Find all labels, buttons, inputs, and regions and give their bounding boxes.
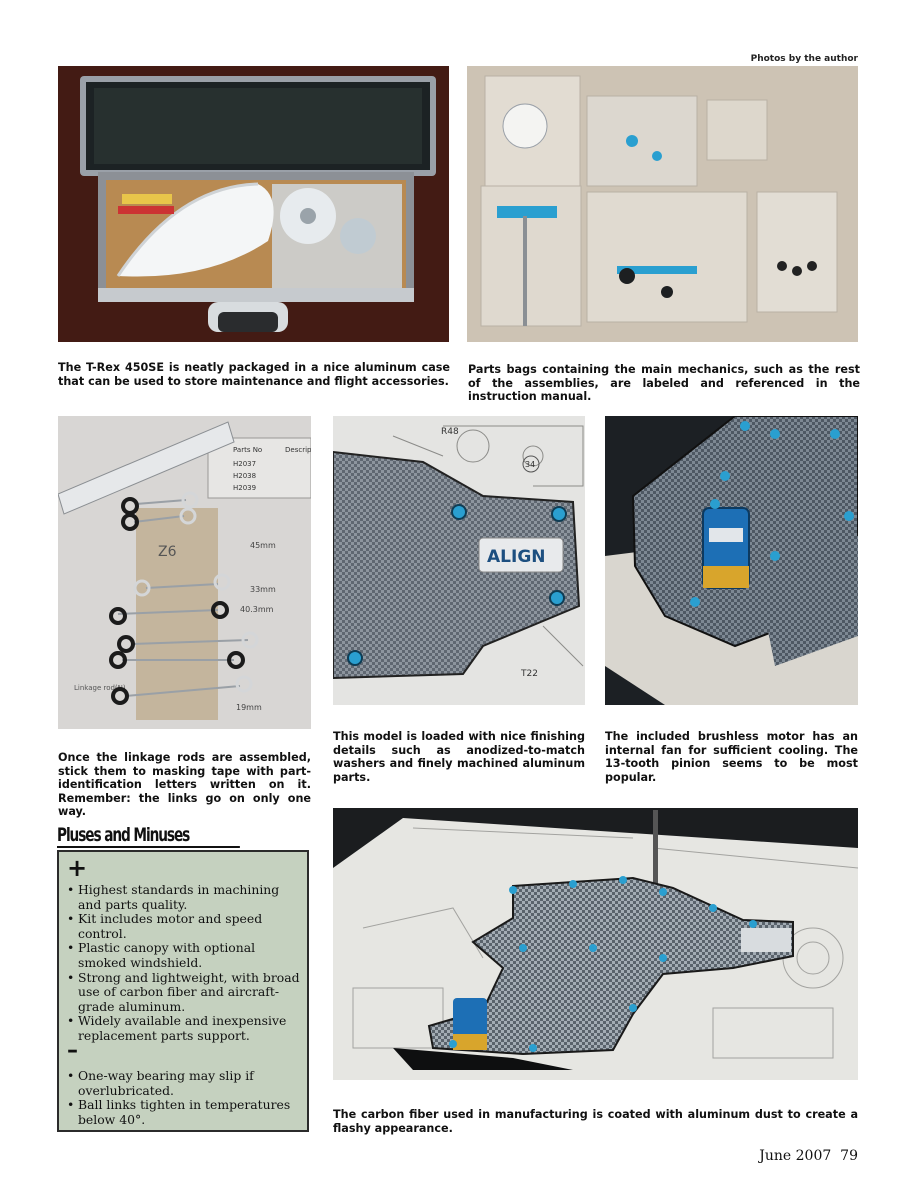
dim-45: 45mm <box>250 541 276 550</box>
plus-item: • Plastic canopy with optional smoked windshield. <box>67 941 303 970</box>
plus-icon: + <box>67 854 88 882</box>
case-photo-image <box>58 66 449 342</box>
page-number: 79 <box>840 1148 858 1164</box>
align-plate-photo-image <box>333 416 585 705</box>
page-footer <box>660 1148 858 1164</box>
align-plate-photo <box>333 416 585 705</box>
plus-item: • Strong and lightweight, with broad use of carbon fiber and aircraft-grade aluminum. <box>67 971 303 1015</box>
minuses-list <box>67 1069 303 1127</box>
table-header-2: Descrip <box>285 446 311 454</box>
caption-linkage: Once the linkage rods are assembled, stick them to masking tape with part-identification letters written on it. Remember: the links go on only one way. <box>58 751 311 818</box>
minus-icon: – <box>67 1038 78 1063</box>
frame-photo <box>333 808 858 1080</box>
caption-case: The T-Rex 450SE is neatly packaged in a nice aluminum case that can be used to store maintenance and flight accessories. <box>58 361 450 388</box>
caption-motor: The included brushless motor has an internal fan for sufficient cooling. The 13-tooth pinion seems to be most popular. <box>605 730 858 784</box>
motor-photo <box>605 416 858 705</box>
plus-item: • Widely available and inexpensive replacement parts support. <box>67 1014 303 1043</box>
linkage-photo-image <box>58 416 311 729</box>
dim-33: 33mm <box>250 585 276 594</box>
diagram-t22: T22 <box>521 669 538 679</box>
table-row-1: H2037 <box>233 460 257 468</box>
pluses-minuses-box <box>57 850 309 1132</box>
issue-date: June 2007 <box>759 1148 832 1164</box>
linkage-note: Linkage rod(N) <box>74 684 126 692</box>
plus-item: • Kit includes motor and speed control. <box>67 912 303 941</box>
linkage-photo <box>58 416 311 729</box>
frame-photo-image <box>333 808 858 1080</box>
table-row-3: H2039 <box>233 484 257 492</box>
minus-item: • One-way bearing may slip if overlubricated. <box>67 1069 303 1098</box>
caption-bags: Parts bags containing the main mechanics, such as the rest of the assemblies, are labeled and referenced in the instruction manual. <box>468 363 860 403</box>
photo-credit: Photos by the author <box>750 54 858 64</box>
dim-40: 40.3mm <box>240 605 274 614</box>
sidebar-title: Pluses and Minuses <box>57 824 240 848</box>
plus-item: • Highest standards in machining and parts quality. <box>67 883 303 912</box>
dim-19: 19mm <box>236 703 262 712</box>
bags-photo <box>467 66 858 342</box>
table-header-1: Parts No <box>233 446 263 454</box>
caption-finishing: This model is loaded with nice finishing details such as anodized-to-match washers and finely machined aluminum parts. <box>333 730 585 784</box>
align-logo: ALIGN <box>487 547 546 567</box>
bags-photo-image <box>467 66 858 342</box>
diagram-r48: R48 <box>441 427 459 437</box>
tape-label-z6: Z6 <box>158 544 177 560</box>
pluses-list <box>67 883 303 1044</box>
case-photo <box>58 66 449 342</box>
caption-frame: The carbon fiber used in manufacturing is coated with aluminum dust to create a flashy appearance. <box>333 1108 858 1135</box>
table-row-2: H2038 <box>233 472 257 480</box>
motor-photo-image <box>605 416 858 705</box>
diagram-34: 34 <box>525 460 536 469</box>
minus-item: • Ball links tighten in temperatures below 40°. <box>67 1098 303 1127</box>
